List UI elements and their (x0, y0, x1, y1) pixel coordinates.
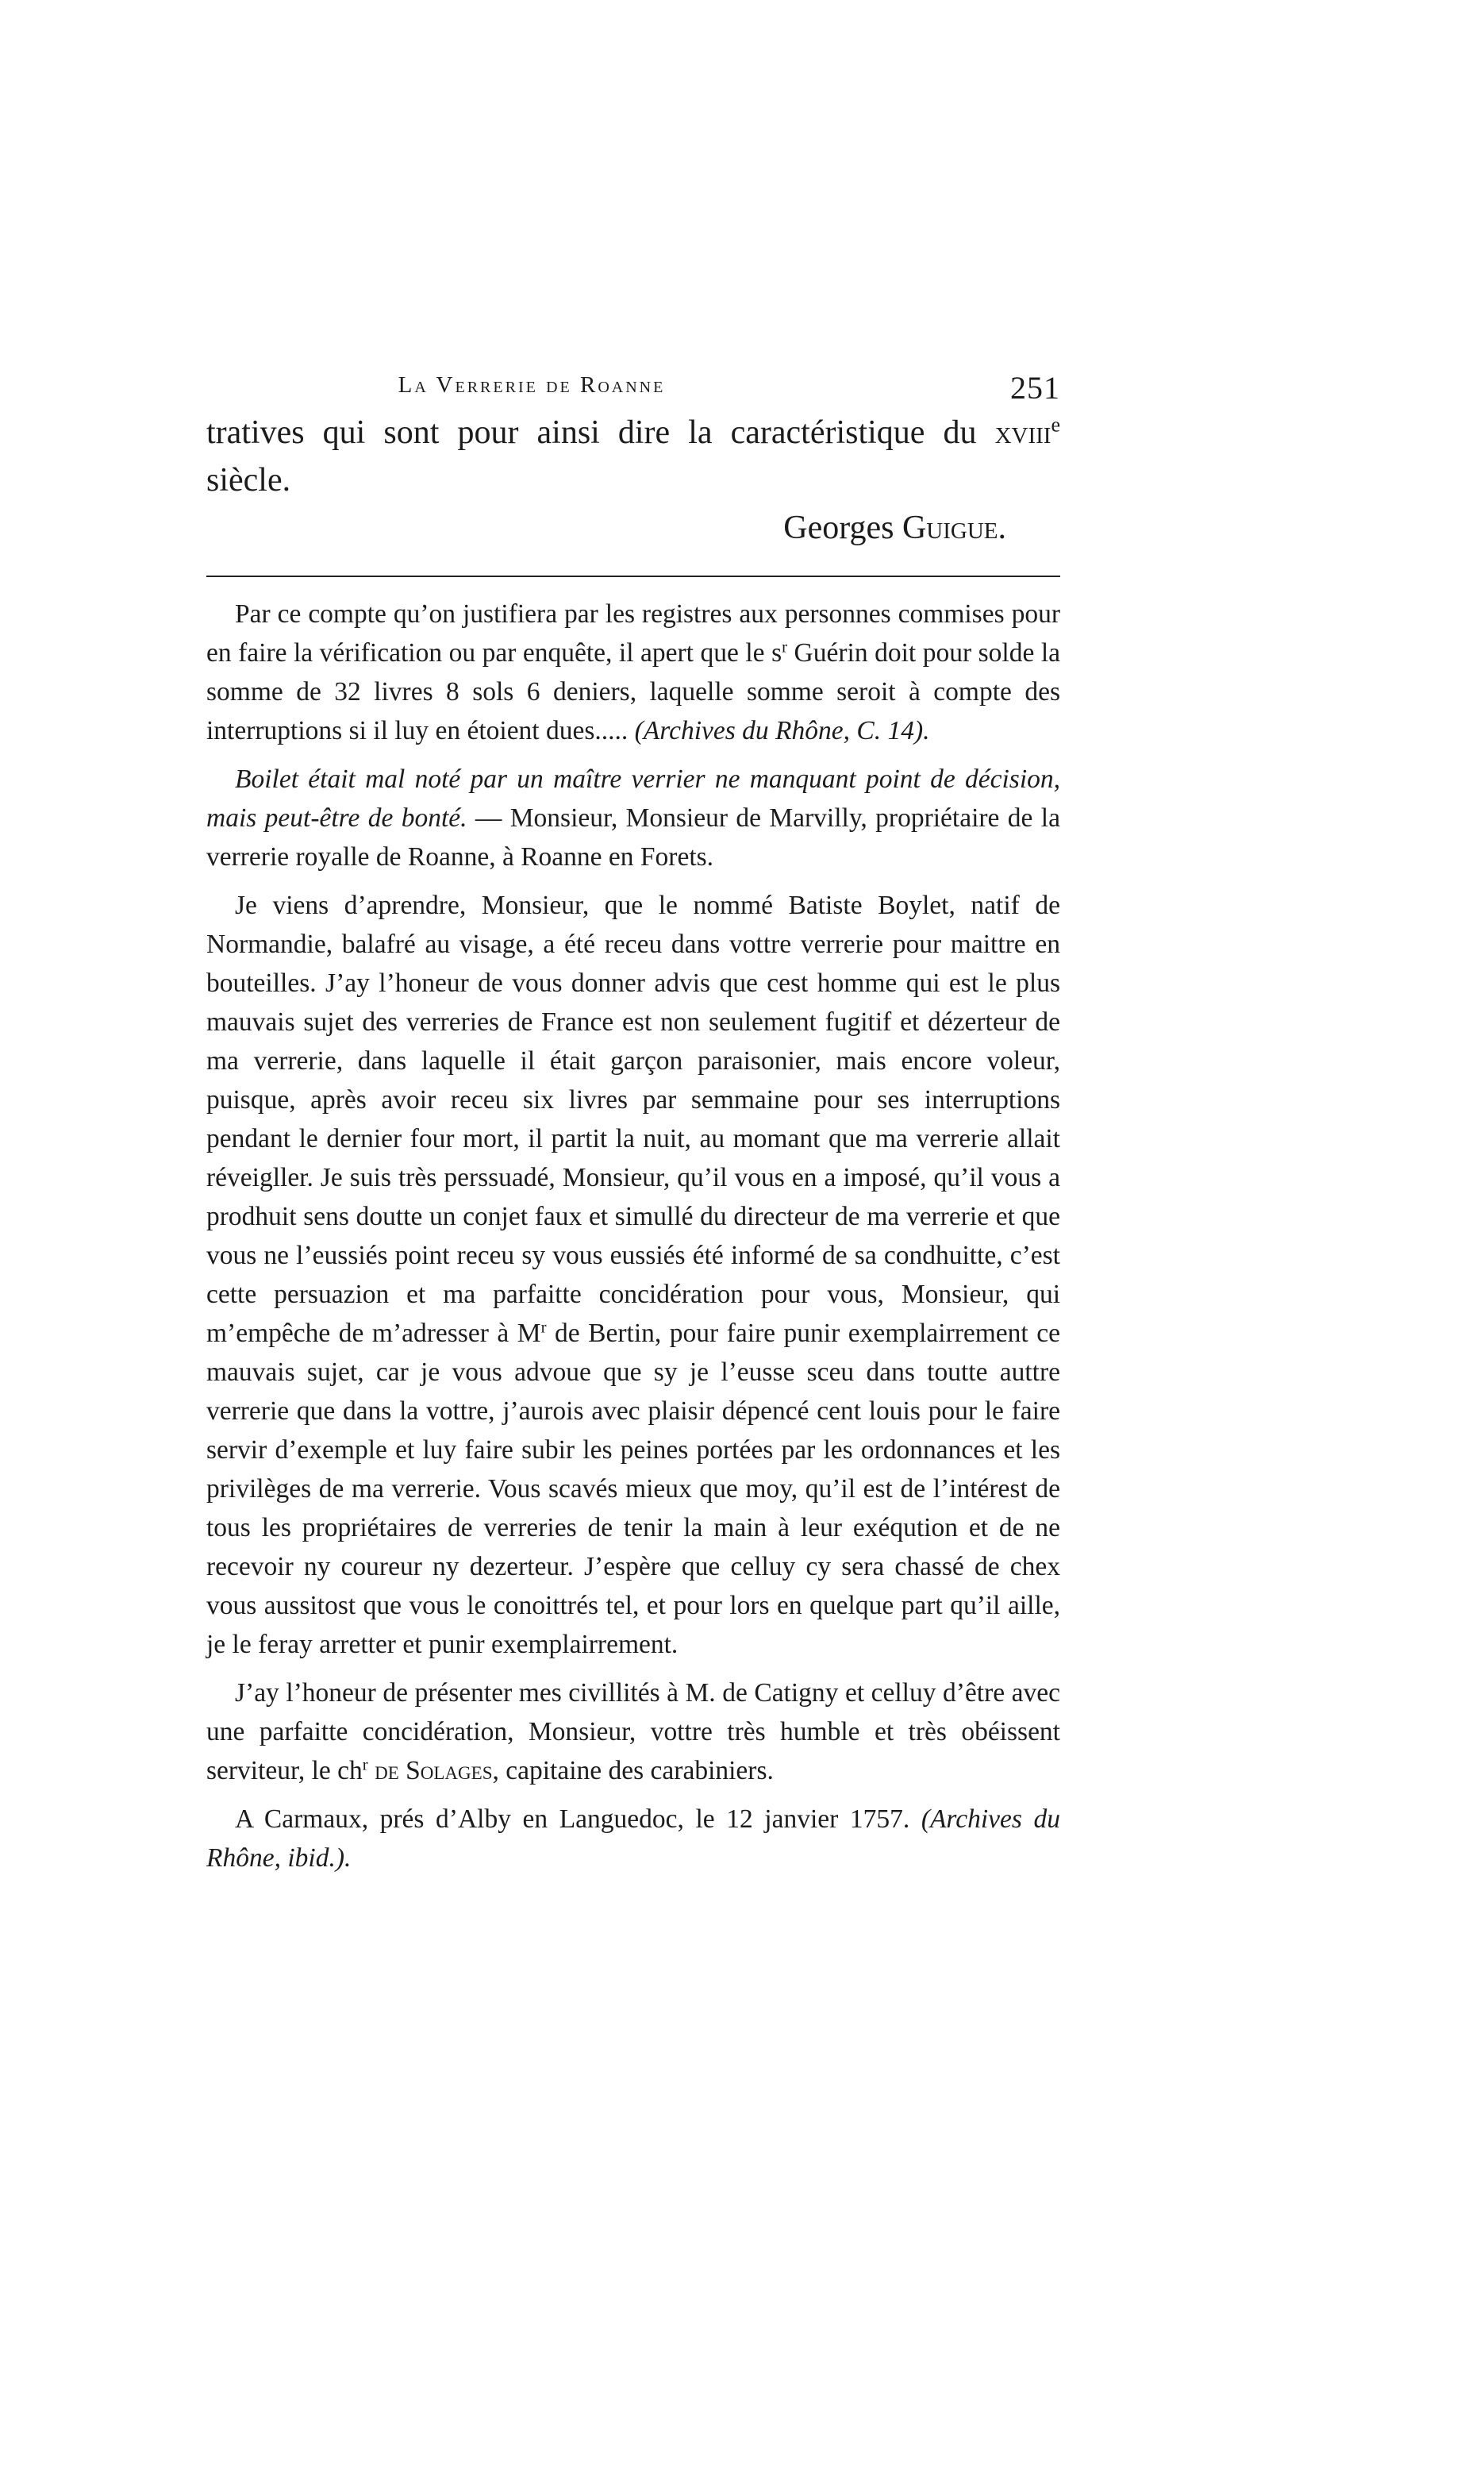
main-text-start: tratives qui sont pour ainsi dire la caractéristique du (206, 414, 995, 451)
main-text-end: siècle. (206, 462, 291, 499)
footnote-4-text-2: , capitaine des carabiniers. (492, 1756, 774, 1785)
page-number: 251 (1010, 370, 1060, 406)
footnote-rule (206, 576, 1060, 577)
footnotes (206, 595, 1060, 1877)
footnote-3-abbr: M (517, 1319, 541, 1348)
footnote-paragraph-5 (206, 1800, 1060, 1877)
running-title: La Verrerie de Roanne (398, 372, 666, 398)
signature-last-name: Guigue. (902, 510, 1006, 546)
century-superscript: e (1051, 413, 1060, 437)
footnote-paragraph-4 (206, 1673, 1060, 1790)
running-head (206, 361, 1060, 409)
footnote-3-abbr-sup: r (540, 1318, 547, 1337)
footnote-3-text-2: de Bertin, pour faire punir exemplairrement ce mauvais sujet, car je vous advoue que sy je l’eusse sceu dans toutte auttre verrerie que dans la vottre, j’aurois avec plaisir dépencé cent louis pour le faire servir d’exemple et luy faire subir les peines portées par les ordonnances et les privilèges de ma verrerie. Vous scavés mieux que moy, qu’il est de l’intérest de tous les propriétaires de verreries de tenir la main à leur exéqution et de ne recevoir ny coureur ny dezerteur. J’espère que celluy cy sera chassé de chex vous aussitost que vous le conoittrés tel, et pour lors en quelque part qu’il aille, je le feray arretter et punir exemplairrement. (206, 1319, 1060, 1659)
footnote-4-abbr: ch (337, 1756, 363, 1785)
footnote-paragraph-2 (206, 760, 1060, 876)
footnote-4-name: Solages (406, 1756, 493, 1785)
footnote-4-name-prefix: de (367, 1756, 406, 1785)
footnote-paragraph-1 (206, 595, 1060, 750)
century-numeral: xviii (994, 414, 1051, 451)
footnote-5-text: A Carmaux, prés d’Alby en Languedoc, le 12 janvier 1757. (235, 1804, 921, 1834)
author-signature (206, 504, 1060, 552)
footnote-1-text-2: Guérin doit pour solde la somme de 32 livres 8 sols 6 deniers, laquelle somme seroit à compte des interruptions si il luy en étoient dues..... (206, 638, 1060, 745)
footnote-4-text: J’ay l’honeur de présenter mes civillités à M. de Catigny et celluy d’être avec une parfaitte concidération, Monsieur, vottre très humble et très obéissent serviteur, le (206, 1678, 1060, 1785)
footnote-1-citation: (Archives du Rhône, C. 14). (634, 716, 930, 745)
footnote-3-text: Je viens d’aprendre, Monsieur, que le nommé Batiste Boylet, natif de Normandie, balafré au visage, a été receu dans vottre verrerie pour maittre en bouteilles. J’ay l’honeur de vous donner advis que cest homme qui est le plus mauvais sujet des verreries de France est non seulement fugitif et dézerteur de ma verrerie, dans laquelle il était garçon paraisonier, mais encore voleur, puisque, après avoir receu six livres par semmaine pour ses interruptions pendant le dernier four mort, il partit la nuit, au momant que ma verrerie allait réveigller. Je suis très perssuadé, Monsieur, qu’il vous en a imposé, qu’il vous a prodhuit sens doutte un conjet faux et simullé du directeur de ma verrerie et que vous ne l’eussiés point receu sy vous eussiés été informé de sa condhuitte, c’est cette persuazion et ma parfaitte concidération pour vous, Monsieur, qui m’empêche de m’adresser à (206, 891, 1060, 1348)
footnote-4-abbr-sup: r (362, 1755, 368, 1774)
footnote-1-abbr: s (771, 638, 782, 668)
book-page (206, 361, 1060, 1877)
signature-first-name: Georges (783, 510, 902, 546)
footnote-paragraph-3 (206, 886, 1060, 1664)
footnote-1-text: Par ce compte qu’on justifiera par les registres aux personnes commises pour en faire la vérification ou par enquête, il apert que le (206, 599, 1060, 668)
footnote-2-italic-intro: Boilet était mal noté par un maître verrier ne manquant point de décision, mais peut-être de bonté. (206, 764, 1060, 833)
footnote-5-citation: (Archives du Rhône, ibid.). (206, 1804, 1060, 1873)
footnote-2-text: — Monsieur, Monsieur de Marvilly, propriétaire de la verrerie royalle de Roanne, à Roanne en Forets. (206, 803, 1060, 872)
footnote-1-abbr-sup: r (782, 637, 788, 657)
main-text-paragraph (206, 409, 1060, 504)
